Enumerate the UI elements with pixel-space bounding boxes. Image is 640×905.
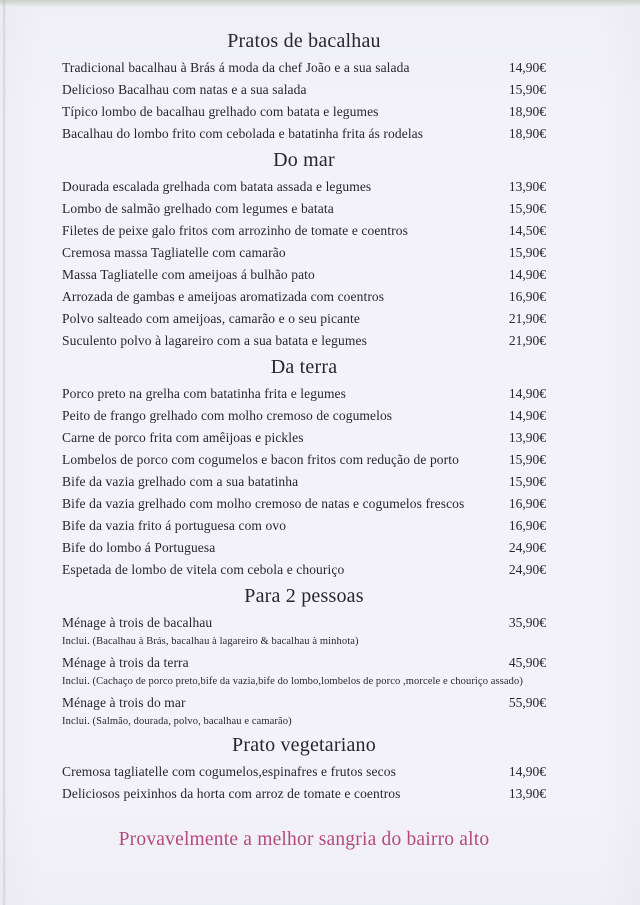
- menu-item-row: [62, 242, 546, 264]
- dish-name: Porco preto na grelha com batatinha frita e legumes: [62, 386, 346, 401]
- dish-name: Bacalhau do lombo frito com cebolada e batatinha frita ás rodelas: [62, 126, 424, 141]
- menu-item-row: [62, 493, 546, 515]
- dish-price: 16,90€: [508, 518, 546, 533]
- menu-item-row: [62, 286, 546, 308]
- dish-name: Dourada escalada grelhada com batata assada e legumes: [62, 179, 372, 194]
- menu-section: [62, 734, 546, 805]
- menu-section: [62, 30, 546, 145]
- dish-name: Lombelos de porco com cogumelos e bacon fritos com redução de porto: [62, 452, 459, 467]
- menu-item-row: [62, 427, 546, 449]
- dish-price: 15,90€: [508, 245, 546, 260]
- dish-name: Tradicional bacalhau à Brás á moda da chef João e a sua salada: [62, 60, 410, 75]
- dish-name: Bife do lombo á Portuguesa: [62, 540, 216, 555]
- dish-name: Delicioso Bacalhau com natas e a sua salada: [62, 82, 307, 97]
- dish-price: 16,90€: [508, 496, 546, 511]
- section-heading: Do mar: [273, 149, 335, 171]
- dish-price: 14,90€: [508, 386, 546, 401]
- dish-name: Espetada de lombo de vitela com cebola e chouriço: [62, 562, 345, 577]
- menu-item-row: [62, 198, 546, 220]
- section-items: [62, 57, 546, 145]
- dish-name: Ménage à trois de bacalhau: [62, 615, 213, 630]
- dish-price: 15,90€: [508, 452, 546, 467]
- dish-price: 21,90€: [508, 333, 546, 348]
- menu-section: [62, 149, 546, 352]
- menu-item-row: [62, 101, 546, 123]
- sangria-tagline: Provavelmente a melhor sangria do bairro alto: [118, 829, 490, 850]
- dish-price: 13,90€: [508, 786, 546, 801]
- menu-item-row: [62, 537, 546, 559]
- menu-item-row: [62, 405, 546, 427]
- menu-item-row: [62, 471, 546, 493]
- dish-price: 14,50€: [508, 223, 546, 238]
- dish-price: 24,90€: [508, 562, 546, 577]
- dish-price: 55,90€: [508, 695, 546, 710]
- dish-price: 14,90€: [508, 60, 546, 75]
- dish-name: Ménage à trois da terra: [62, 655, 189, 670]
- menu-item-row: [62, 692, 546, 714]
- section-items: [62, 383, 546, 581]
- menu-item-row: [62, 308, 546, 330]
- dish-price: 18,90€: [508, 126, 546, 141]
- dish-name: Polvo salteado com ameijoas, camarão e o seu picante: [62, 311, 360, 326]
- dish-name: Bife da vazia grelhado com molho cremoso de natas e cogumelos frescos: [62, 496, 465, 511]
- dish-price: 16,90€: [508, 289, 546, 304]
- menu-item-row: [62, 330, 546, 352]
- dish-name: Arrozada de gambas e ameijoas aromatizada com coentros: [62, 289, 385, 304]
- menu-item-row: [62, 220, 546, 242]
- section-items: [62, 176, 546, 352]
- dish-name: Cremosa tagliatelle com cogumelos,espinafres e frutos secos: [62, 764, 396, 779]
- menu-item-row: [62, 761, 546, 783]
- dish-name: Lombo de salmão grelhado com legumes e batata: [62, 201, 334, 216]
- dish-price: 24,90€: [508, 540, 546, 555]
- menu-item-row: [62, 783, 546, 805]
- section-heading: Para 2 pessoas: [244, 585, 364, 607]
- menu-item-row: [62, 176, 546, 198]
- section-items: [62, 761, 546, 805]
- dish-price: 15,90€: [508, 201, 546, 216]
- section-items: [62, 612, 546, 730]
- dish-name: Carne de porco frita com amêijoas e pickles: [62, 430, 304, 445]
- menu-item-row: [62, 559, 546, 581]
- dish-price: 14,90€: [508, 408, 546, 423]
- dish-price: 14,90€: [508, 764, 546, 779]
- section-heading: Prato vegetariano: [232, 734, 376, 756]
- dish-price: 18,90€: [508, 104, 546, 119]
- section-heading: Da terra: [270, 356, 338, 378]
- menu-item-row: [62, 57, 546, 79]
- dish-name: Bife da vazia grelhado com a sua batatinha: [62, 474, 299, 489]
- section-heading: Pratos de bacalhau: [227, 30, 381, 52]
- menu-section: [62, 585, 546, 730]
- dish-name: Deliciosos peixinhos da horta com arroz de tomate e coentros: [62, 786, 401, 801]
- dish-price: 13,90€: [508, 430, 546, 445]
- menu-item-row: [62, 79, 546, 101]
- dish-price: 21,90€: [508, 311, 546, 326]
- dish-name: Cremosa massa Tagliatelle com camarão: [62, 245, 286, 260]
- dish-name: Ménage à trois do mar: [62, 695, 186, 710]
- dish-price: 45,90€: [508, 655, 546, 670]
- menu-item-row: [62, 515, 546, 537]
- dish-price: 35,90€: [508, 615, 546, 630]
- menu-item-row: [62, 123, 546, 145]
- dish-name: Bife da vazia frito á portuguesa com ovo: [62, 518, 287, 533]
- menu-item-row: [62, 449, 546, 471]
- menu-item-row: [62, 652, 546, 674]
- dish-includes-note: Inclui. (Bacalhau à Brás, bacalhau à lagareiro & bacalhau à minhota): [62, 636, 359, 647]
- dish-price: 15,90€: [508, 82, 546, 97]
- dish-includes-note: Inclui. (Salmão, dourada, polvo, bacalhau e camarão): [62, 716, 292, 727]
- dish-name: Suculento polvo à lagareiro com a sua batata e legumes: [62, 333, 367, 348]
- menu-item-row: [62, 383, 546, 405]
- dish-includes-note: Inclui. (Cachaço de porco preto,bife da vazia,bife do lombo,lombelos de porco ,morcele e chouriço assado): [62, 676, 523, 687]
- dish-price: 15,90€: [508, 474, 546, 489]
- menu-item-row: [62, 264, 546, 286]
- menu-section: [62, 356, 546, 581]
- dish-name: Filetes de peixe galo fritos com arrozinho de tomate e coentros: [62, 223, 408, 238]
- dish-name: Massa Tagliatelle com ameijoas á bulhão pato: [62, 267, 315, 282]
- dish-name: Típico lombo de bacalhau grelhado com batata e legumes: [62, 104, 379, 119]
- dish-price: 13,90€: [508, 179, 546, 194]
- menu-sections: [62, 30, 546, 805]
- dish-name: Peito de frango grelhado com molho cremoso de cogumelos: [62, 408, 393, 423]
- menu-item-row: [62, 612, 546, 634]
- dish-price: 14,90€: [508, 267, 546, 282]
